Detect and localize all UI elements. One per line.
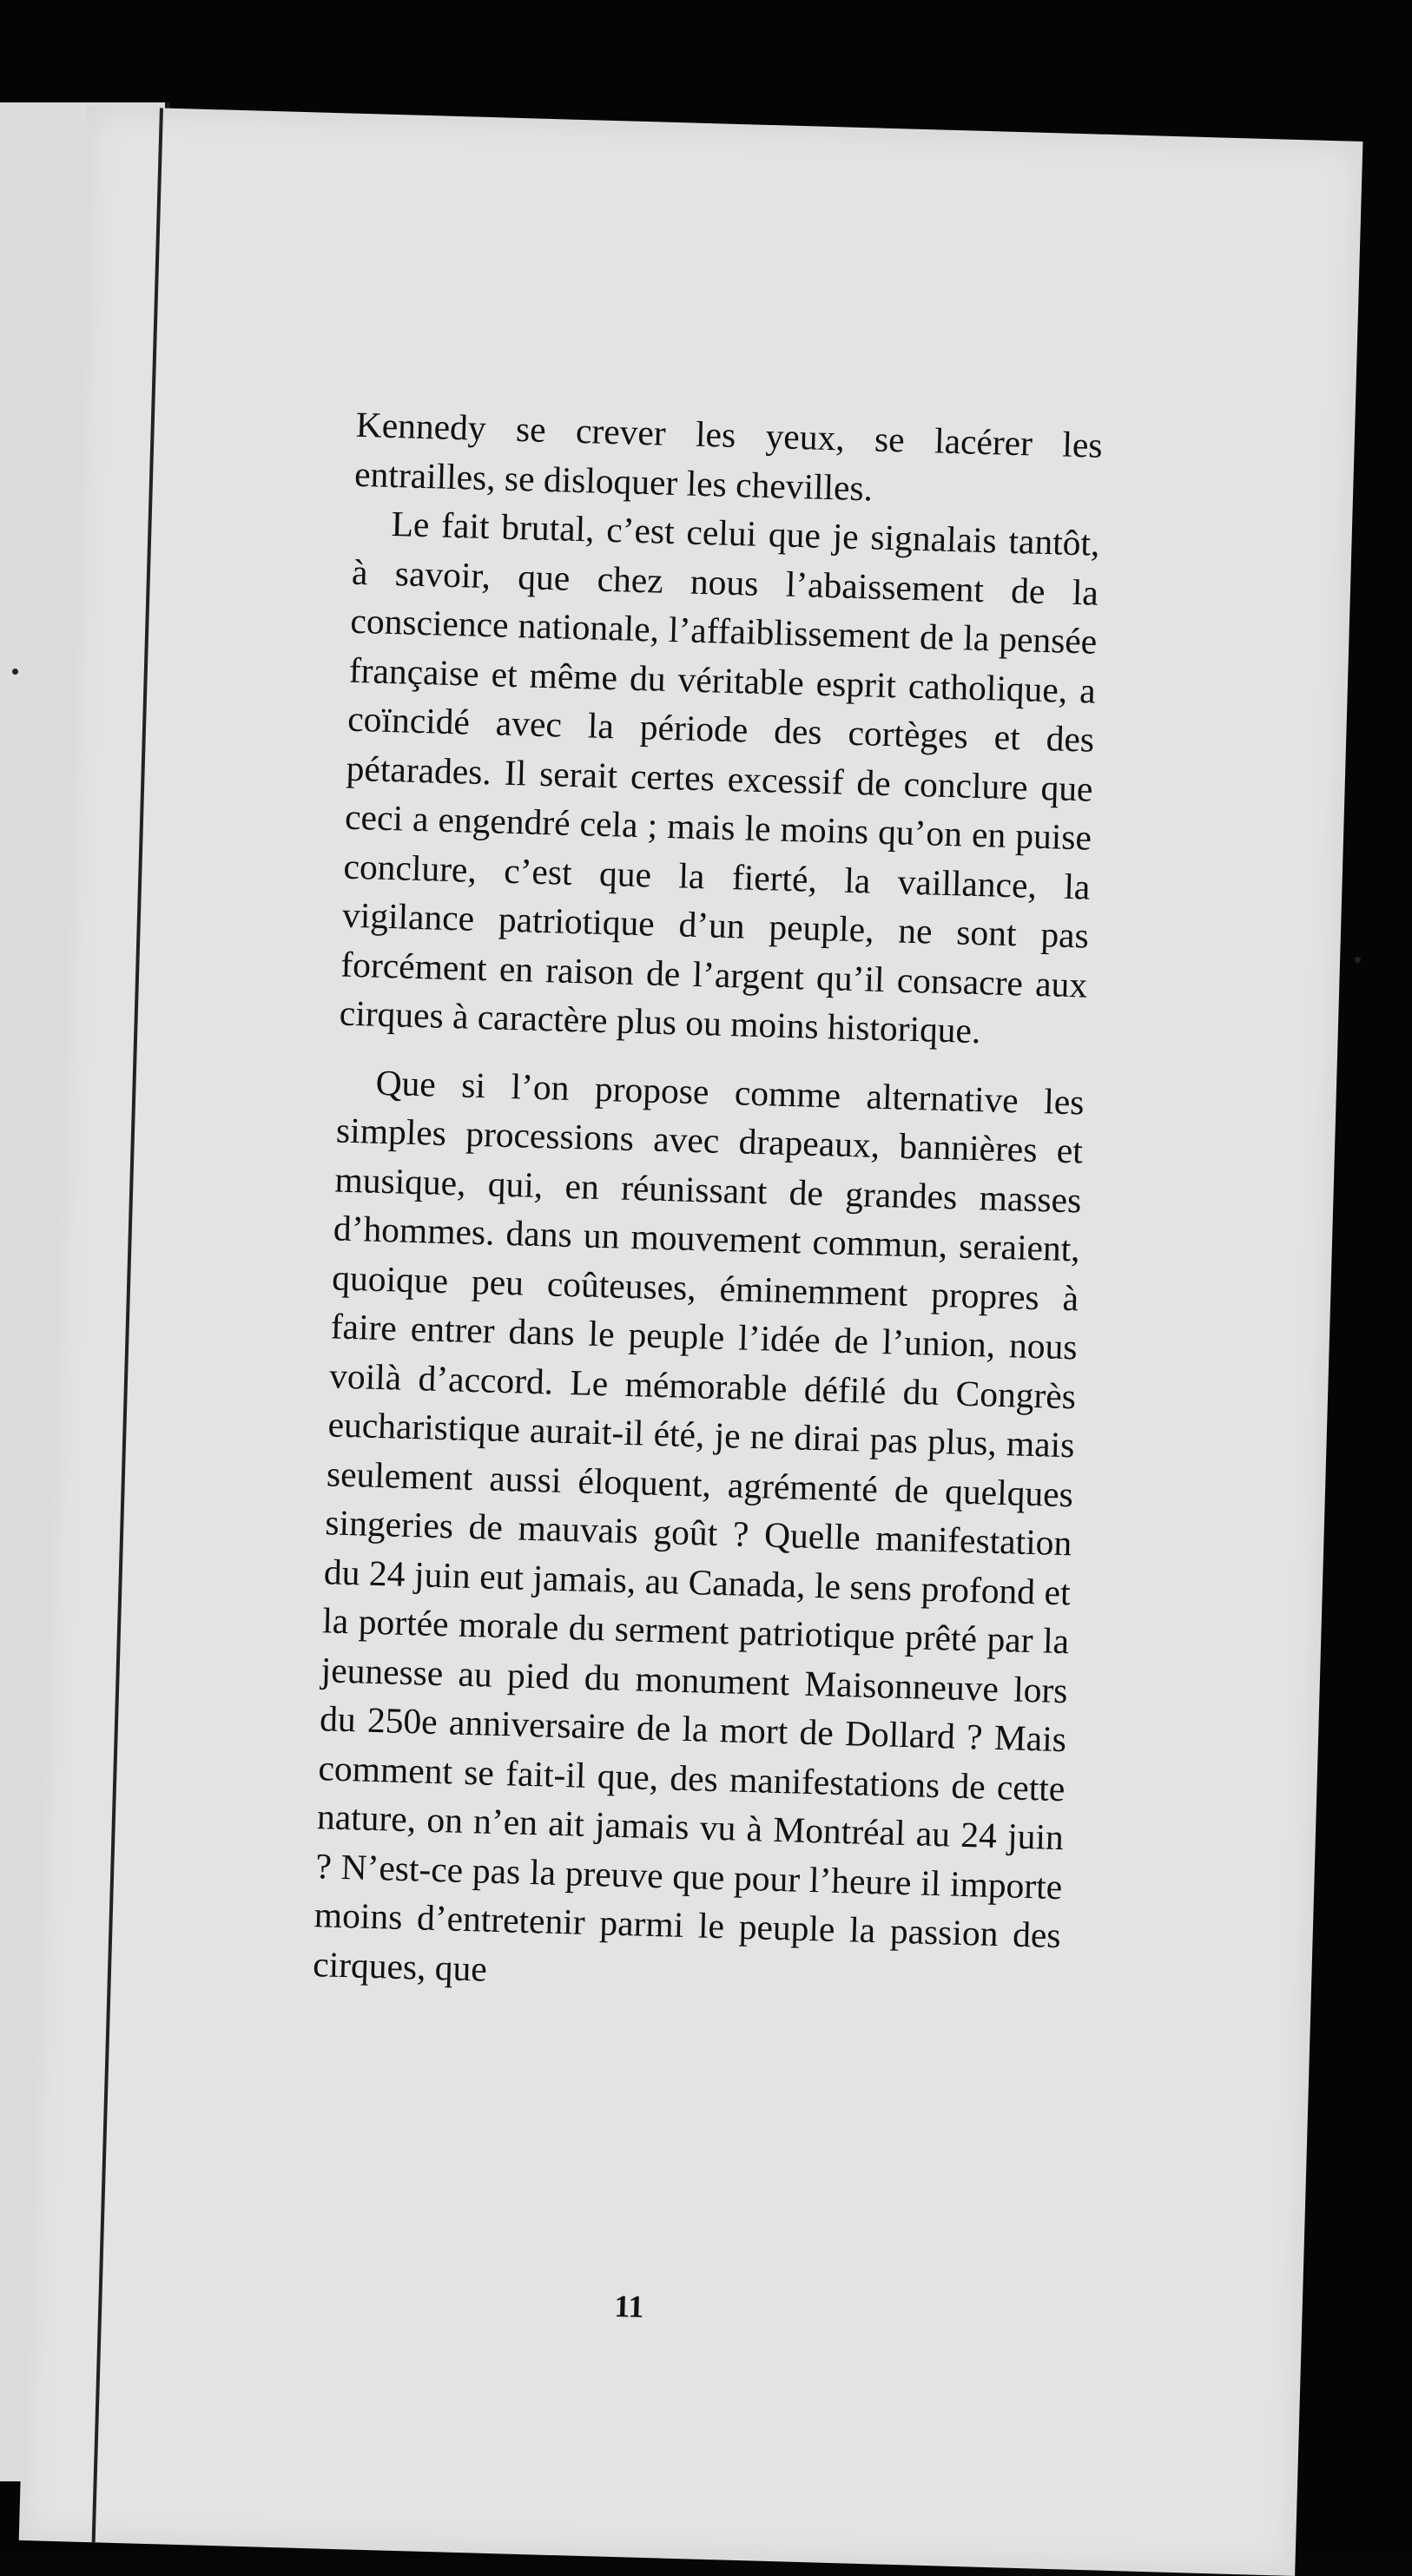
paragraph: Le fait brutal, c’est celui que je signalais tantôt, à savoir, que chez nous l’abaissement de la conscience nationale, l’affaiblissement de la pensée française et même du véritable esprit catholique, a coïncidé avec la période des cortèges et des pétarades. Il serait certes excessif de conclure que ceci a engendré cela ; mais le moins qu’on en puise conclure, c’est que la fierté, la vaillance, la vigilance patriotique d’un peuple, ne sont pas forcément en raison de l’argent qu’il consacre aux cirques à caractère plus ou moins historique. xyxy=(339,503,1101,1051)
body-text xyxy=(313,400,1104,2009)
page-number: 11 xyxy=(613,2288,645,2324)
paragraph: Que si l’on propose comme alternative les simples processions avec drapeaux, bannières et musique, qui, en réunissant de grandes masses d’hommes. dans un mouvement commun, seraient, quoique peu coûteuses, éminemment propres à faire entrer dans le peuple l’idée de l’union, nous voilà d’accord. Le mémorable défilé du Congrès eucharistique aurait-il été, je ne dirai pas plus, mais seulement aussi éloquent, agrémenté de quelques singeries de mauvais goût ? Quelle manifestation du 24 juin eut jamais, au Canada, le sens profond et la portée morale du serment patriotique prêté par la jeunesse au pied du monument Maisonneuve lors du 250e anniversaire de la mort de Dollard ? Mais comment se fait-il que, des manifestations de cette nature, on n’en ait jamais vu à Montréal au 24 juin ? N’est-ce pas la preuve que pour l’heure il importe moins d’entretenir parmi le peuple la passion des cirques, que xyxy=(312,1062,1085,1989)
book-page xyxy=(19,106,1363,2576)
scan-speck xyxy=(12,669,18,675)
page-spine-line xyxy=(92,108,163,2542)
scan-speck xyxy=(1355,957,1361,963)
paragraph-continuation: Kennedy se crever les yeux, se lacérer les entrailles, se disloquer les chevilles. xyxy=(353,404,1104,508)
